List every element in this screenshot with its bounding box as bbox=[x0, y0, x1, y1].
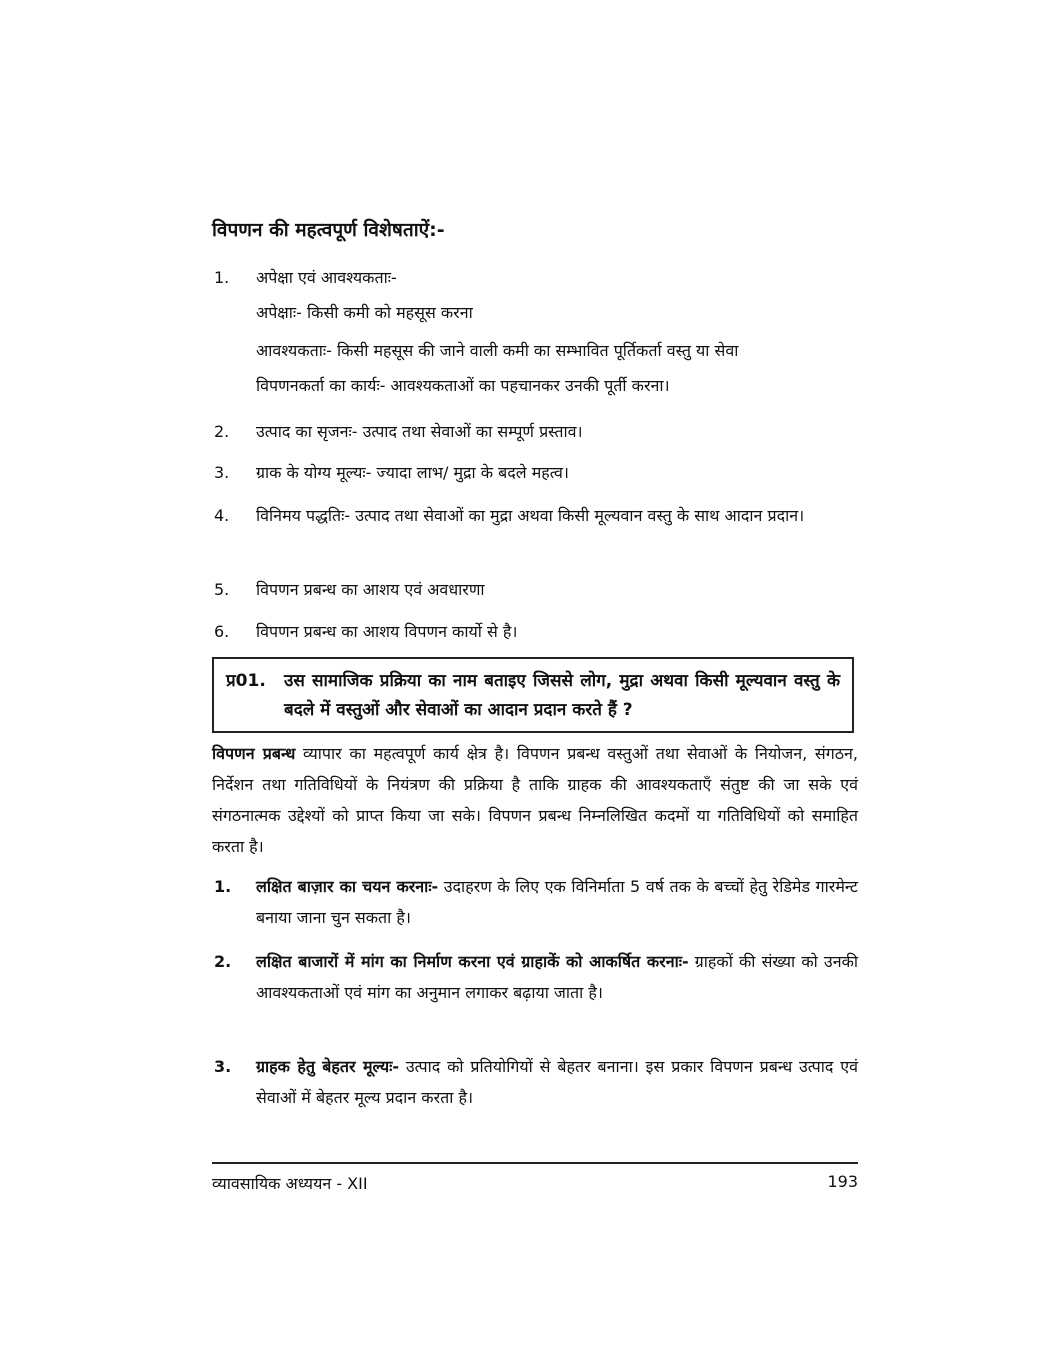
feature-number: 5. bbox=[214, 580, 230, 599]
feature-text: उत्पाद का सृजनः- उत्पाद तथा सेवाओं का सम्पूर्ण प्रस्ताव। bbox=[256, 422, 583, 441]
feature-item-3 bbox=[212, 457, 858, 488]
page-number: 193 bbox=[827, 1172, 858, 1191]
step-number: 1. bbox=[214, 877, 232, 896]
feature-number: 2. bbox=[214, 422, 230, 441]
footer-divider bbox=[212, 1162, 858, 1164]
feature-number: 3. bbox=[214, 463, 230, 482]
page bbox=[212, 0, 858, 1355]
step-body bbox=[256, 1051, 858, 1113]
feature-subline-3: विपणनकर्ता का कार्यः- आवश्यकताओं का पहचानकर उनकी पूर्ती करना। bbox=[256, 376, 670, 395]
feature-subline-2: आवश्यकताः- किसी महसूस की जाने वाली कमी का सम्भावित पूर्तिकर्ता वस्तु या सेवा bbox=[256, 341, 739, 360]
step-body bbox=[256, 946, 858, 1008]
step-number: 2. bbox=[214, 952, 232, 971]
intro-paragraph bbox=[212, 738, 858, 862]
step-item-2 bbox=[212, 946, 858, 1008]
feature-text: विपणन प्रबन्ध का आशय विपणन कार्यो से है। bbox=[256, 622, 518, 641]
step-text: उत्पाद को प्रतियोगियों से बेहतर बनाना। इस प्रकार विपणन प्रबन्ध उत्पाद एवं सेवाओं में बेहतर मूल्य प्रदान करता है। bbox=[256, 1057, 858, 1107]
question-number: प्र01. bbox=[226, 671, 266, 691]
feature-text: ग्राक के योग्य मूल्यः- ज्यादा लाभ/ मुद्रा के बदले महत्व। bbox=[256, 463, 569, 482]
feature-item-5 bbox=[212, 574, 858, 605]
section-heading: विपणन की महत्वपूर्ण विशेषताऐं:- bbox=[212, 219, 445, 241]
feature-item-6 bbox=[212, 616, 858, 647]
feature-title: अपेक्षा एवं आवश्यकताः- bbox=[256, 268, 397, 287]
feature-number: 1. bbox=[214, 268, 230, 287]
step-number: 3. bbox=[214, 1057, 232, 1076]
feature-item-2 bbox=[212, 416, 858, 447]
feature-item-1 bbox=[212, 262, 858, 293]
question-box bbox=[212, 657, 854, 733]
footer-book-title: व्यावसायिक अध्ययन - XII bbox=[212, 1174, 368, 1193]
step-text: ग्राहकों की संख्या को उनकी आवश्यकताओं एवं मांग का अनुमान लगाकर बढ़ाया जाता है। bbox=[256, 952, 859, 1002]
feature-number: 4. bbox=[214, 506, 230, 525]
step-item-1 bbox=[212, 871, 858, 933]
paragraph-text: व्यापार का महत्वपूर्ण कार्य क्षेत्र है। विपणन प्रबन्ध वस्तुओं तथा सेवाओं के नियोजन, संगठन, निर्देशन तथा गतिविधियों के नियंत्रण की प्रक्रिया है ताकि ग्राहक की आवश्यकताएँ संतुष्ट की जा सके एवं संगठनात्मक उद्देश्यों को प्राप्त किया जा सके। विपणन प्रबन्ध निम्नलिखित कदमों या गतिविधियों को समाहित करता है। bbox=[212, 744, 858, 856]
feature-number: 6. bbox=[214, 622, 230, 641]
step-text: उदाहरण के लिए एक विनिर्माता 5 वर्ष तक के बच्चों हेतु रेडिमेड गारमेन्ट बनाया जाना चुन सकता है। bbox=[256, 877, 859, 927]
step-lead: लक्षित बाज़ार का चयन करनाः- bbox=[256, 877, 439, 896]
paragraph-lead: विपणन प्रबन्ध bbox=[212, 744, 296, 763]
step-item-3 bbox=[212, 1051, 858, 1113]
step-body bbox=[256, 871, 858, 933]
feature-text: विपणन प्रबन्ध का आशय एवं अवधारणा bbox=[256, 580, 485, 599]
step-lead: लक्षित बाजारों में मांग का निर्माण करना एवं ग्राहाकें को आकर्षित करनाः- bbox=[256, 952, 689, 971]
feature-item-4 bbox=[212, 500, 858, 531]
feature-text: विनिमय पद्धतिः- उत्पाद तथा सेवाओं का मुद्रा अथवा किसी मूल्यवान वस्तु के साथ आदान प्रदान। bbox=[256, 506, 805, 525]
feature-subline-1: अपेक्षाः- किसी कमी को महसूस करना bbox=[256, 303, 473, 322]
step-lead: ग्राहक हेतु बेहतर मूल्यः- bbox=[256, 1057, 399, 1076]
question-text: उस सामाजिक प्रक्रिया का नाम बताइए जिससे लोग, मुद्रा अथवा किसी मूल्यवान वस्तु के बदले में वस्तुओं और सेवाओं का आदान प्रदान करते हैं ? bbox=[284, 671, 840, 720]
